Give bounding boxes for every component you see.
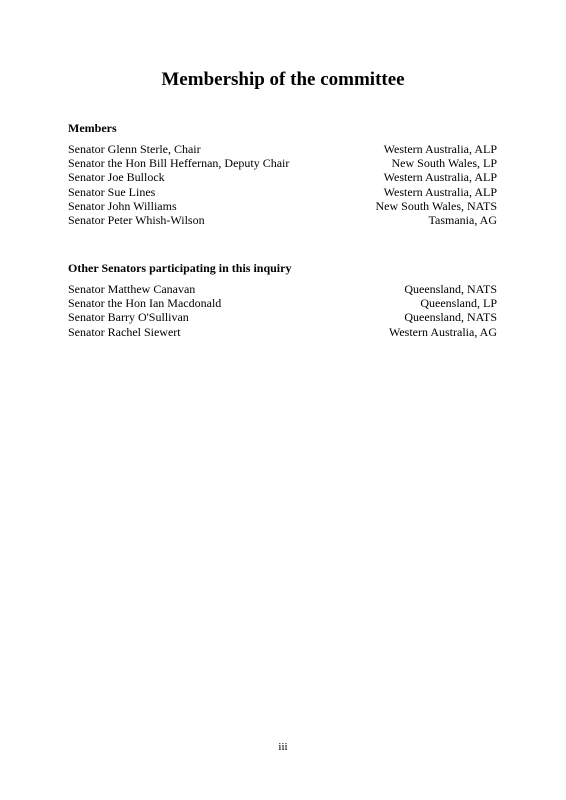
member-row — [68, 156, 497, 170]
member-state-party: Tasmania, AG — [428, 213, 497, 228]
member-row — [68, 170, 497, 184]
other-senator-row — [68, 310, 497, 324]
other-senator-row — [68, 296, 497, 310]
member-row — [68, 213, 497, 227]
senator-name: Senator Matthew Canavan — [68, 282, 196, 296]
other-senators-heading: Other Senators participating in this inquiry — [68, 261, 292, 275]
member-name: Senator John Williams — [68, 198, 177, 213]
page-number: iii — [278, 741, 288, 753]
member-row — [68, 199, 497, 213]
other-senator-row — [68, 282, 497, 296]
senator-state-party: Queensland, LP — [420, 296, 497, 311]
members-section — [68, 121, 497, 227]
senator-name: Senator the Hon Ian Macdonald — [68, 296, 222, 311]
members-heading: Members — [68, 121, 117, 135]
member-state-party: Western Australia, ALP — [383, 142, 497, 156]
member-state-party: Western Australia, ALP — [383, 170, 497, 185]
page-title: Membership of the committee — [161, 69, 405, 90]
member-name: Senator Glenn Sterle, Chair — [68, 142, 201, 156]
senator-name: Senator Rachel Siewert — [68, 324, 181, 339]
member-row — [68, 185, 497, 199]
member-state-party: New South Wales, LP — [391, 156, 497, 171]
senator-state-party: Western Australia, AG — [388, 324, 497, 339]
other-senators-section — [68, 261, 497, 339]
senator-name: Senator Barry O'Sullivan — [68, 310, 189, 325]
member-name: Senator Peter Whish-Wilson — [68, 213, 205, 228]
other-senator-row — [68, 325, 497, 339]
member-row — [68, 142, 497, 156]
senator-state-party: Queensland, NATS — [404, 310, 497, 325]
member-name: Senator Joe Bullock — [68, 170, 165, 185]
member-name: Senator Sue Lines — [68, 184, 156, 199]
member-name: Senator the Hon Bill Heffernan, Deputy Chair — [68, 156, 290, 171]
member-state-party: Western Australia, ALP — [383, 184, 497, 199]
member-state-party: New South Wales, NATS — [375, 198, 497, 213]
senator-state-party: Queensland, NATS — [404, 282, 497, 296]
